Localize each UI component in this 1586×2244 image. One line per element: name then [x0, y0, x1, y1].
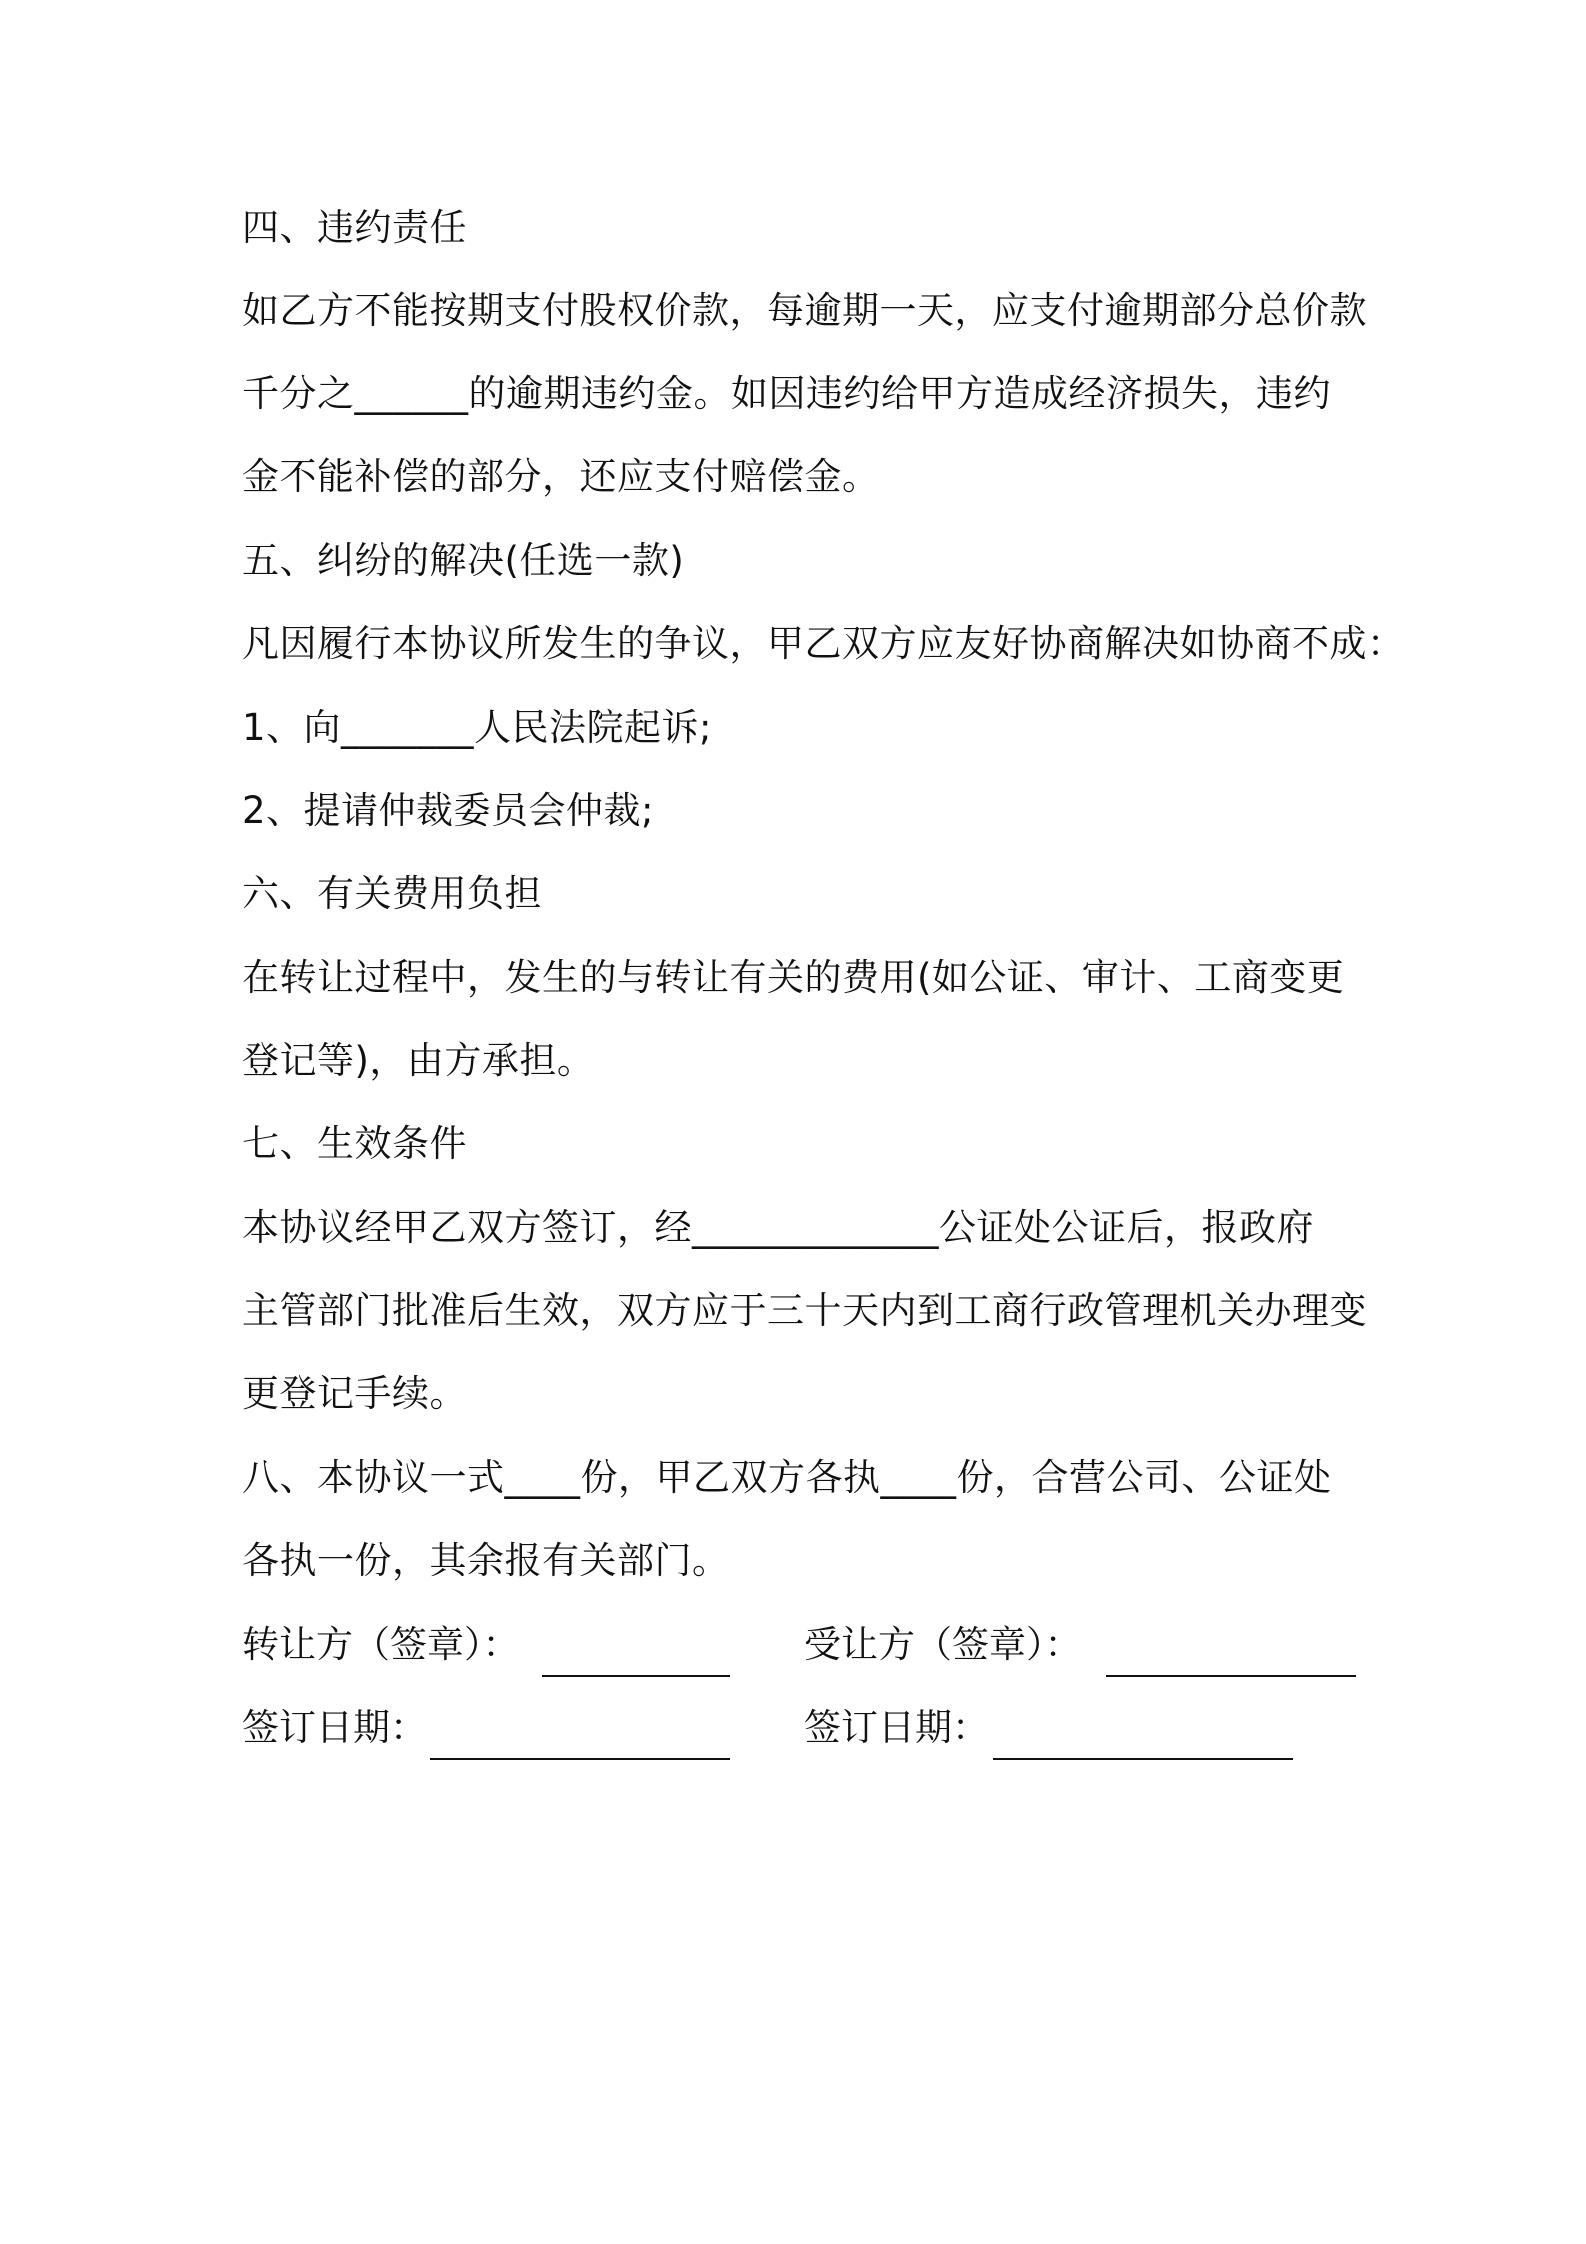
- transferee-signature-label: 受让方（签章）：: [804, 1623, 1082, 1666]
- list-item: 1、向_______人民法院起诉;: [242, 706, 713, 749]
- transferor-signature-line: [542, 1675, 730, 1677]
- paragraph-line: 在转让过程中，发生的与转让有关的费用(如公证、审计、工商变更: [242, 956, 1345, 999]
- paragraph-line: 凡因履行本协议所发生的争议，甲乙双方应友好协商解决如协商不成：: [242, 622, 1405, 665]
- date-label-left: 签订日期：: [242, 1706, 427, 1749]
- date-label-right: 签订日期：: [804, 1706, 989, 1749]
- list-item: 2、提请仲裁委员会仲裁;: [242, 789, 655, 832]
- section-heading-dispute: 五、纠纷的解决(任选一款): [242, 539, 685, 582]
- paragraph-line: 主管部门批准后生效，双方应于三十天内到工商行政管理机关办理变: [242, 1289, 1367, 1332]
- section-heading-breach: 四、违约责任: [242, 206, 467, 249]
- paragraph-line: 如乙方不能按期支付股权价款，每逾期一天，应支付逾期部分总价款: [242, 289, 1367, 332]
- section-heading-effective: 七、生效条件: [242, 1122, 467, 1165]
- date-line-left: [430, 1758, 730, 1760]
- paragraph-line: 八、本协议一式____份，甲乙双方各执____份，合营公司、公证处: [242, 1456, 1332, 1499]
- section-heading-fees: 六、有关费用负担: [242, 872, 542, 915]
- paragraph-line: 登记等)，由方承担。: [242, 1039, 595, 1082]
- paragraph-line: 金不能补偿的部分，还应支付赔偿金。: [242, 455, 880, 498]
- paragraph-line: 千分之______的逾期违约金。如因违约给甲方造成经济损失，违约: [242, 372, 1331, 415]
- date-line-right: [993, 1758, 1293, 1760]
- paragraph-line: 本协议经甲乙双方签订，经_____________公证处公证后，报政府: [242, 1206, 1314, 1249]
- transferor-signature-label: 转让方（签章）：: [242, 1623, 520, 1666]
- transferee-signature-line: [1106, 1675, 1356, 1677]
- paragraph-line: 各执一份，其余报有关部门。: [242, 1539, 730, 1582]
- paragraph-line: 更登记手续。: [242, 1372, 467, 1415]
